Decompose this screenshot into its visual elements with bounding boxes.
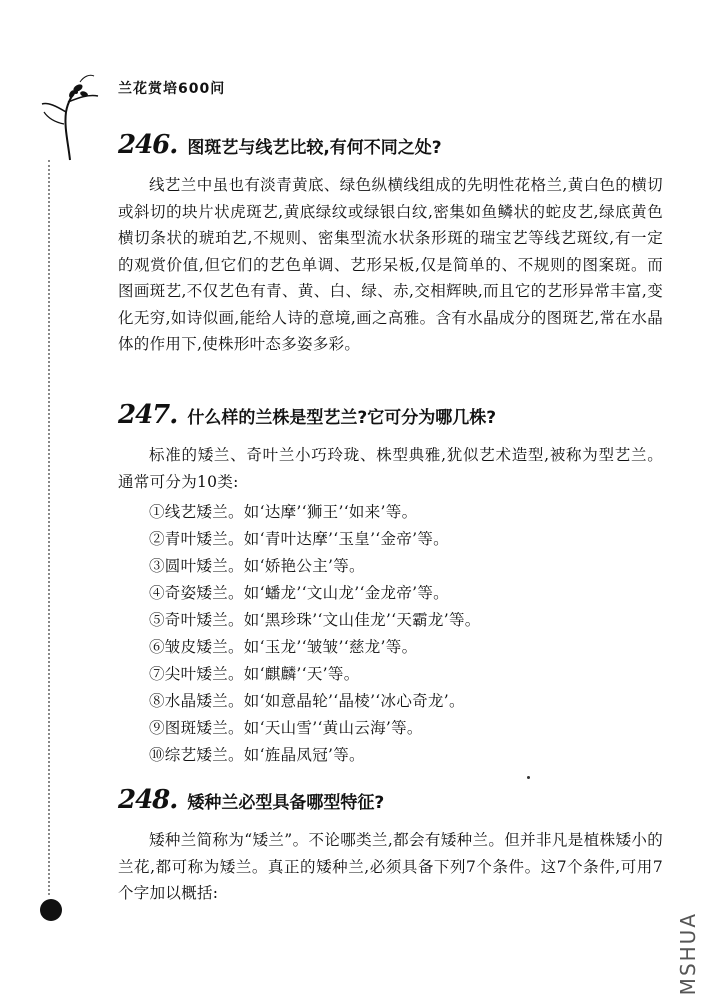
- section-247: [118, 400, 663, 769]
- section-heading: [118, 400, 663, 430]
- body-paragraph: 矮种兰简称为“矮兰”。不论哪类兰,都会有矮种兰。但并非凡是植株矮小的兰花,都可称为矮兰。真正的矮种兰,必须具备下列7个条件。这7个条件,可用7个字加以概括:: [118, 831, 663, 902]
- body-paragraph: 线艺兰中虽也有淡青黄底、绿色纵横线组成的先明性花格兰,黄白色的横切或斜切的块片状虎斑艺,黄底绿纹或绿银白纹,密集如鱼鳞状的蛇皮艺,绿底黄色横切条状的琥珀艺,不规则、密集型流水状条形斑的瑞宝艺等线艺斑纹,有一定的观赏价值,但它们的艺色单调、艺形呆板,仅是简单的、不规则的图案斑。而图画斑艺,不仅艺色有青、黄、白、绿、赤,交相辉映,而且它的艺形异常丰富,变化无穷,如诗似画,能给人诗的意境,画之高雅。含有水晶成分的图斑艺,常在水晶体的作用下,使株形叶态多姿多彩。: [118, 176, 663, 353]
- question-title: 图斑艺与线艺比较,有何不同之处?: [187, 138, 442, 158]
- print-speck: [527, 776, 530, 779]
- list-item: ①线艺矮兰。如‘达摩’‘狮王’‘如来’等。: [149, 503, 418, 521]
- watermark: MSHUA: [676, 911, 700, 995]
- body-paragraph: 标准的矮兰、奇叶兰小巧玲珑、株型典雅,犹似艺术造型,被称为型艺兰。通常可分为10类:: [118, 446, 663, 491]
- section-heading: [118, 130, 663, 160]
- question-number: 246.: [118, 130, 178, 160]
- question-number: 247.: [118, 400, 178, 430]
- category-list: [118, 499, 663, 769]
- list-item: ⑧水晶矮兰。如‘如意晶轮’‘晶棱’‘冰心奇龙’。: [149, 692, 465, 710]
- list-item: ⑨图斑矮兰。如‘天山雪’‘黄山云海’等。: [149, 719, 423, 737]
- section-248: [118, 785, 663, 907]
- running-head: 兰花赏培600问: [118, 81, 226, 97]
- list-item: ③圆叶矮兰。如‘娇艳公主’等。: [149, 557, 365, 575]
- margin-black-dot: [40, 899, 62, 921]
- section-246: [118, 130, 663, 358]
- orchid-illustration: [40, 72, 102, 162]
- question-title: 矮种兰必型具备哪型特征?: [187, 793, 385, 813]
- section-heading: [118, 785, 663, 815]
- list-item: ⑥皱皮矮兰。如‘玉龙’‘皱皱’‘慈龙’等。: [149, 638, 418, 656]
- margin-dotted-line: [48, 160, 50, 895]
- list-item: ②青叶矮兰。如‘青叶达摩’‘玉皇’‘金帝’等。: [149, 530, 449, 548]
- list-item: ⑦尖叶矮兰。如‘麒麟’‘天’等。: [149, 665, 360, 683]
- list-item: ⑩综艺矮兰。如‘旌晶凤冠’等。: [149, 746, 365, 764]
- question-title: 什么样的兰株是型艺兰?它可分为哪几株?: [187, 408, 497, 428]
- list-item: ④奇姿矮兰。如‘蟠龙’‘文山龙’‘金龙帝’等。: [149, 584, 449, 602]
- list-item: ⑤奇叶矮兰。如‘黑珍珠’‘文山佳龙’‘天霸龙’等。: [149, 611, 481, 629]
- question-number: 248.: [118, 785, 178, 815]
